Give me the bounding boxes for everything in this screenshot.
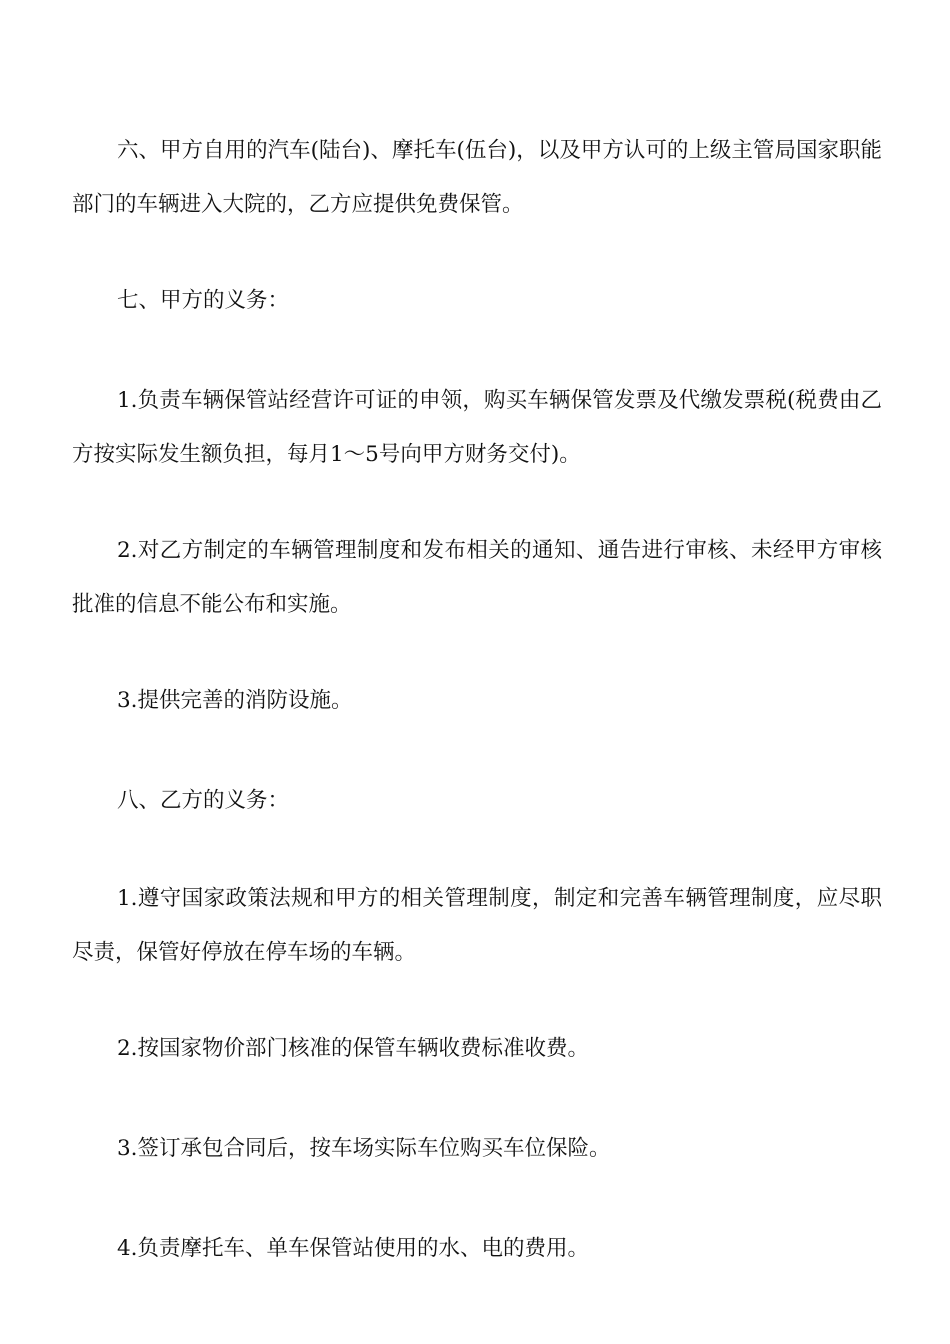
clause-7-heading: 七、甲方的义务： (117, 288, 290, 313)
clause-8-heading: 八、乙方的义务： (117, 788, 290, 813)
clause-8-item-2: 2.按国家物价部门核准的保管车辆收费标准收费。 (117, 1036, 590, 1061)
clause-7-item-1: 1.负责车辆保管站经营许可证的申领，购买车辆保管发票及代缴发票税(税费由乙方按实际发生额负担，每月1～5号向甲方财务交付)。 (72, 388, 882, 467)
clause-8-item-3: 3.签订承包合同后，按车场实际车位购买车位保险。 (117, 1136, 611, 1161)
clause-8-item-1: 1.遵守国家政策法规和甲方的相关管理制度，制定和完善车辆管理制度，应尽职尽责，保管好停放在停车场的车辆。 (72, 886, 882, 965)
clause-6-free-parking: 六、甲方自用的汽车(陆台)、摩托车(伍台)，以及甲方认可的上级主管局国家职能部门的车辆进入大院的，乙方应提供免费保管。 (72, 138, 882, 217)
clause-8-item-4: 4.负责摩托车、单车保管站使用的水、电的费用。 (117, 1236, 590, 1261)
clause-7-item-2: 2.对乙方制定的车辆管理制度和发布相关的通知、通告进行审核、未经甲方审核批准的信息不能公布和实施。 (72, 538, 882, 617)
clause-7-item-3: 3.提供完善的消防设施。 (117, 688, 353, 713)
